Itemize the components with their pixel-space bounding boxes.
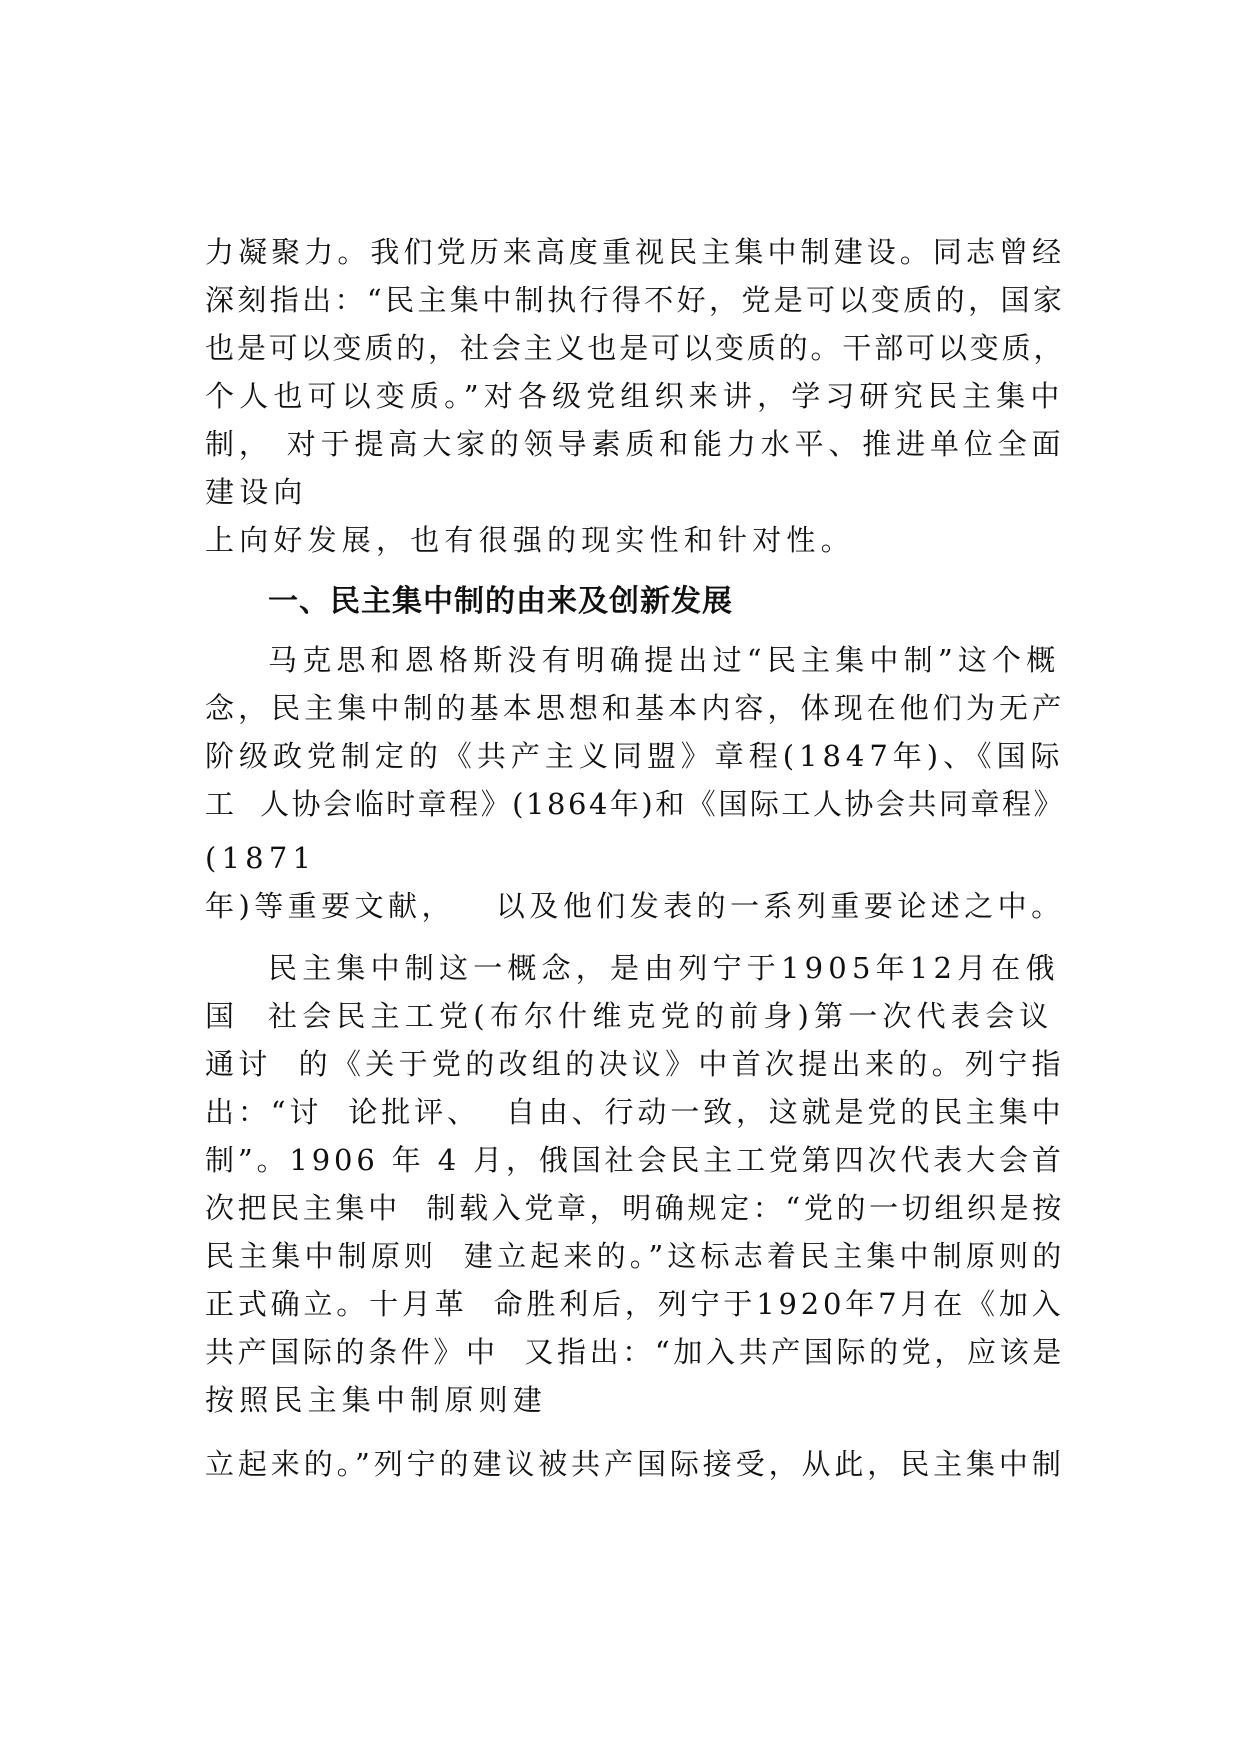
intro-line-3: 也是可以变质的，社会主义也是可以变质的。干部可以变质， (205, 331, 1066, 365)
para2-line-11: 立起来的。”列宁的建议被共产国际接受，从此，民主集中制 (205, 1447, 1065, 1481)
para1-line-2: 念，民主集中制的基本思想和基本内容，体现在他们为无产 (205, 691, 1066, 725)
para1-line-5: (1871 (205, 841, 317, 875)
para2-line-10: 按照民主集中制原则建 (205, 1383, 548, 1417)
para2-line-3: 通讨 的《关于党的改组的决议》中首次提出来的。列宁指 (205, 1047, 1065, 1081)
intro-line-1: 力凝聚力。我们党历来高度重视民主集中制建设。同志曾经 (205, 235, 1066, 269)
para1-line-6: 年)等重要文献， 以及他们发表的一系列重要论述之中。 (205, 889, 1065, 923)
para2-line-8: 正式确立。十月革 命胜利后，列宁于1920年7月在《加入 (205, 1287, 1065, 1321)
intro-line-4: 个人也可以变质。”对各级党组织来讲，学习研究民主集中 (205, 379, 1065, 413)
para1-line-3: 阶级政党制定的《共产主义同盟》章程(1847年)、《国际 (205, 739, 1065, 773)
intro-line-6: 建设向 (205, 475, 308, 509)
para1-line-1: 马克思和恩格斯没有明确提出过“民主集中制”这个概 (268, 643, 1061, 677)
section-heading: 一、民主集中制的由来及创新发展 (268, 584, 733, 619)
para2-line-5: 制”。1906 年 4 月，俄国社会民主工党第四次代表大会首 (205, 1143, 1065, 1177)
intro-line-7: 上向好发展，也有很强的现实性和针对性。 (205, 523, 855, 557)
para1-line-4: 工 人协会临时章程》(1864年)和《国际工人协会共同章程》 (205, 787, 1066, 821)
para2-line-9: 共产国际的条件》中 又指出：“加入共产国际的党，应该是 (205, 1335, 1065, 1369)
para2-line-1: 民主集中制这一概念，是由列宁于1905年12月在俄 (268, 951, 1060, 985)
para2-line-4: 出：“讨 论批评、 自由、行动一致，这就是党的民主集中 (205, 1095, 1065, 1129)
para2-line-7: 民主集中制原则 建立起来的。”这标志着民主集中制原则的 (205, 1239, 1066, 1273)
intro-line-2: 深刻指出：“民主集中制执行得不好，党是可以变质的，国家 (205, 283, 1066, 317)
para2-line-2: 国 社会民主工党(布尔什维克党的前身)第一次代表会议 (205, 999, 1054, 1033)
para2-line-6: 次把民主集中 制载入党章，明确规定：“党的一切组织是按 (205, 1191, 1065, 1225)
intro-line-5: 制， 对于提高大家的领导素质和能力水平、推进单位全面 (205, 427, 1066, 461)
